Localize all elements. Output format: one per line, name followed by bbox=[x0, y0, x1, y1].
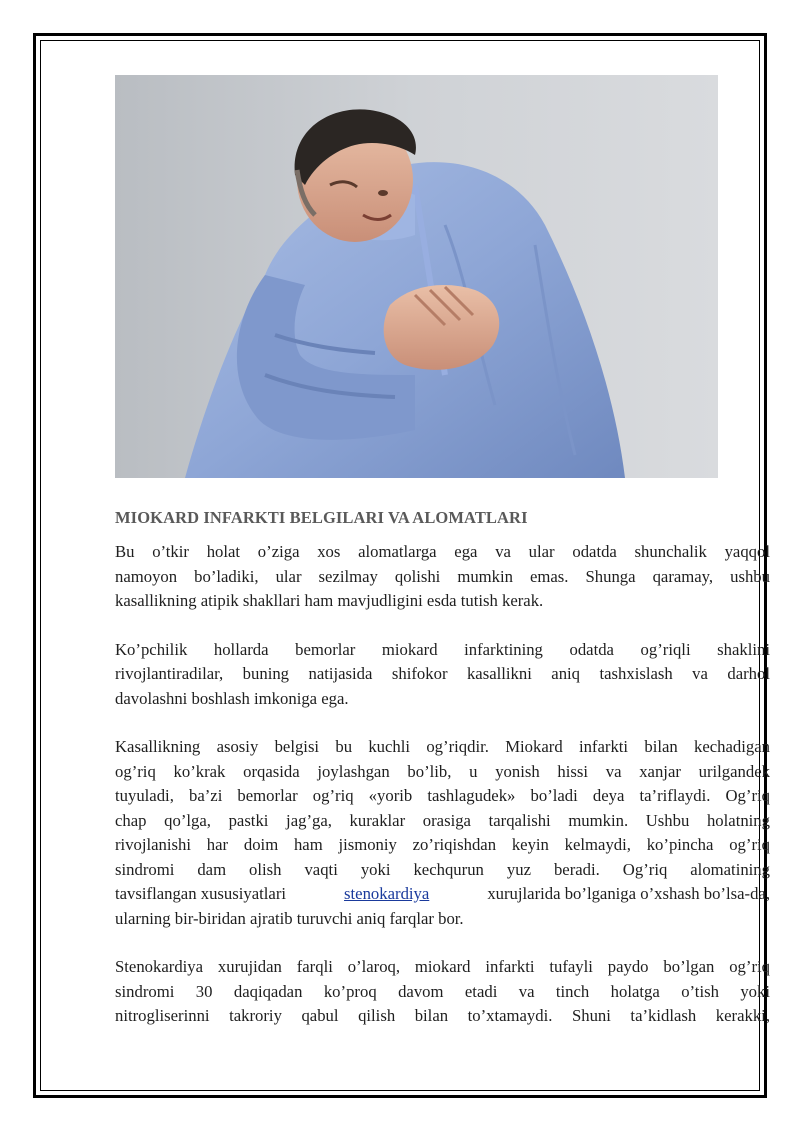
paragraph-3 bbox=[115, 735, 770, 931]
paragraph-2 bbox=[115, 638, 770, 712]
text-line: og’riq ko’krak orqasida joylashgan bo’lib, u yonish hissi va xanjar urilgandek bbox=[115, 761, 770, 781]
text-line: Bu o’tkir holat o’ziga xos alomatlarga ega va ular odatda shunchalik yaqqol bbox=[115, 542, 770, 561]
text-line: tuyuladi, ba’zi bemorlar og’riq «yorib tashlagudek» bo’ladi deya ta’riflaydi. Og’riq bbox=[115, 786, 770, 805]
section-heading: MIOKARD INFARKTI BELGILARI VA ALOMATLARI bbox=[115, 508, 528, 527]
text-line: namoyon bo’ladiki, ular sezilmay qolishi mumkin emas. Shunga qaramay, ushbu bbox=[115, 566, 770, 586]
text-line: Ko’pchilik hollarda bemorlar miokard infarktining odatda og’riqli shaklini bbox=[115, 639, 770, 659]
text-line: nitrogliserinni takroriy qabul qilish bilan to’xtamaydi. Shuni ta’kidlash kerakki, bbox=[115, 1006, 770, 1025]
text-line: Kasallikning asosiy belgisi bu kuchli og’riqdir. Miokard infarkti bilan kechadigan bbox=[115, 737, 770, 756]
text-line: ularning bir-biridan ajratib turuvchi aniq farqlar bor. bbox=[115, 908, 464, 928]
text-line: Stenokardiya xurujidan farqli o’laroq, miokard infarkti tufayli paydo bo’lgan og’riq bbox=[115, 957, 770, 976]
link-line-after: xurujlarida bo’lganiga o’xshash bo’lsa-da, bbox=[487, 884, 770, 903]
text-line: sindromi dam olish vaqti yoki kechqurun yuz beradi. Og’riq alomatining bbox=[115, 859, 770, 879]
paragraph-1 bbox=[115, 540, 770, 614]
paragraph-4 bbox=[115, 955, 770, 1029]
text-line-with-link bbox=[115, 882, 770, 907]
stenokardiya-link[interactable]: stenokardiya bbox=[344, 884, 430, 903]
text-line: chap qo’lga, pastki jag’ga, kuraklar orasiga tarqalishi mumkin. Ushbu holatning bbox=[115, 810, 770, 830]
chest-pain-photo bbox=[115, 75, 718, 478]
text-line: sindromi 30 daqiqadan ko’proq davom etadi va tinch holatga o’tish yoki bbox=[115, 981, 770, 1001]
text-line: rivojlanishi har doim ham jismoniy zo’riqishdan keyin kelmaydi, ko’pincha og’riq bbox=[115, 835, 770, 854]
text-line: rivojlantiradilar, buning natijasida shifokor kasallikni aniq tashxislash va darhol bbox=[115, 664, 770, 683]
photo-illustration bbox=[115, 75, 718, 478]
text-line: kasallikning atipik shakllari ham mavjudligini esda tutish kerak. bbox=[115, 591, 544, 610]
link-line-before: tavsiflangan xususiyatlari bbox=[115, 884, 287, 903]
text-line: davolashni boshlash imkoniga ega. bbox=[115, 688, 349, 708]
article-body bbox=[115, 540, 770, 1053]
